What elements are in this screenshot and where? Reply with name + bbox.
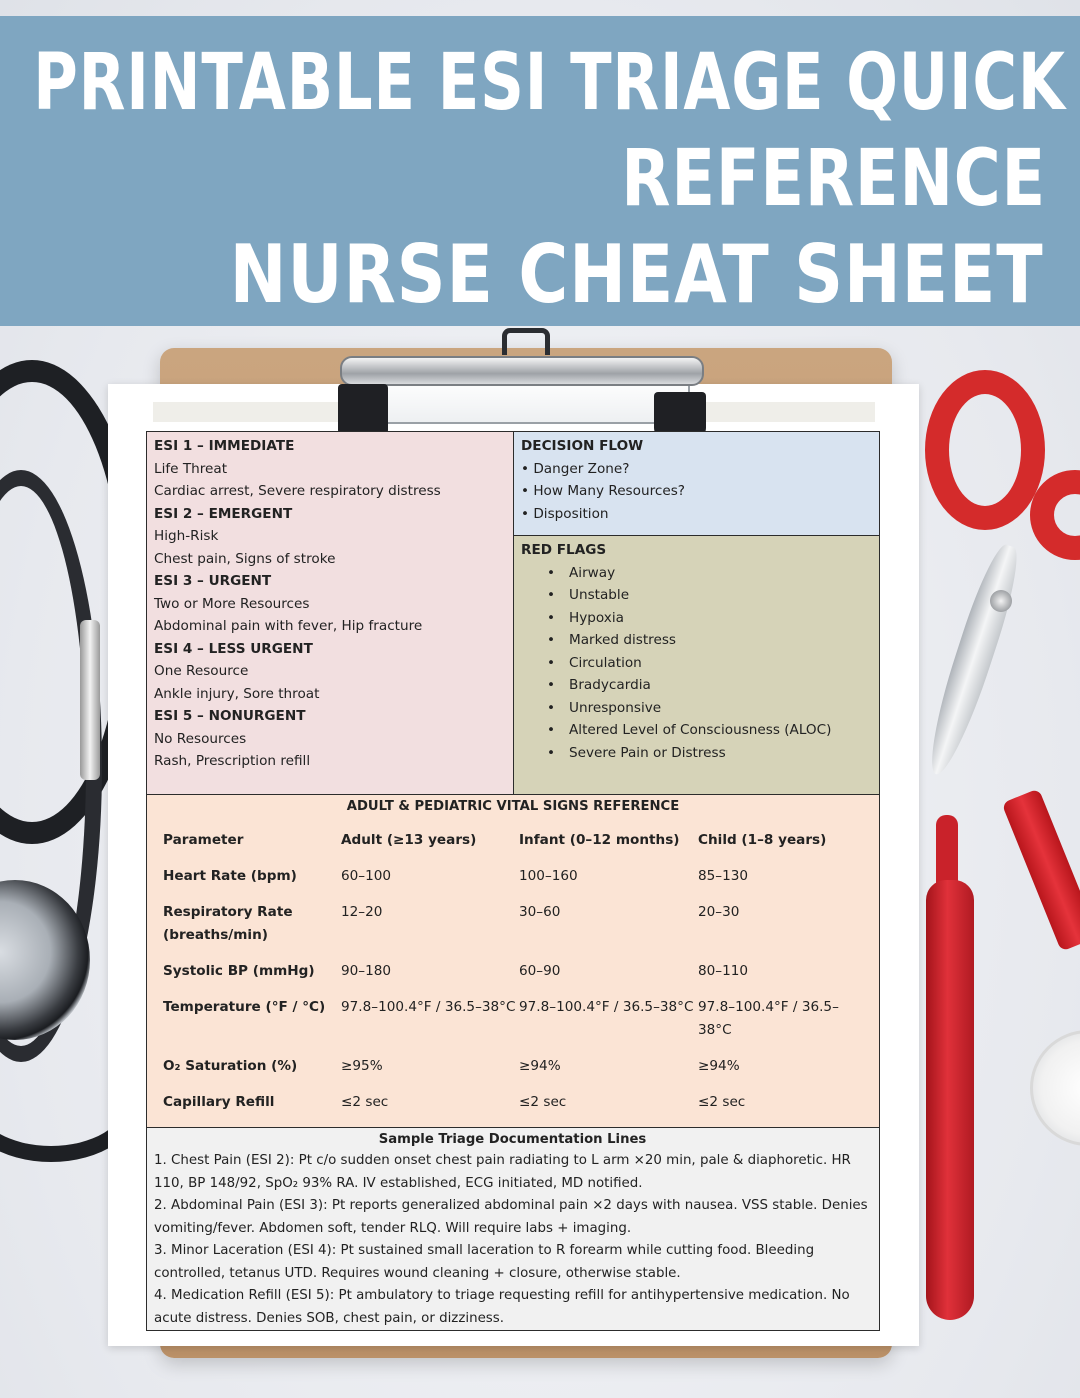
red-flag-item: • Severe Pain or Distress (569, 742, 879, 765)
adult-cell: 12–20 (341, 904, 383, 920)
documentation-line: 4. Medication Refill (ESI 5): Pt ambulatory to triage requesting refill for antihypertensive medication. No acute distress. Denies SOB, chest pain, or dizziness. (154, 1288, 850, 1326)
decision-flow-title: DECISION FLOW (521, 438, 644, 454)
red-flag-item: • Unresponsive (569, 697, 879, 720)
red-pen (926, 880, 974, 1320)
red-flag-item: • Bradycardia (569, 674, 879, 697)
esi-level-category: One Resource (154, 663, 249, 679)
red-flag-item: • Hypoxia (569, 607, 879, 630)
decision-flow-item: • How Many Resources? (521, 483, 685, 499)
infant-cell: 100–160 (519, 868, 578, 884)
parameter-cell: O₂ Saturation (%) (163, 1058, 298, 1074)
table-header-row (163, 829, 848, 865)
table-row (163, 901, 848, 960)
scissors-pivot (990, 590, 1012, 612)
documentation-title: Sample Triage Documentation Lines (378, 1132, 647, 1147)
column-header: Child (1–8 years) (698, 832, 827, 848)
banner-title-line-1: PRINTABLE ESI TRIAGE QUICK (33, 38, 1066, 128)
esi-level-category: No Resources (154, 730, 247, 747)
documentation-line: 1. Chest Pain (ESI 2): Pt c/o sudden onset chest pain radiating to L arm ×20 min, pale & diaphoretic. HR 110, BP 148/92, SpO₂ 93% RA. IV established, ECG initiated, MD notified. (154, 1153, 851, 1191)
esi-level-examples: Rash, Prescription refill (154, 753, 311, 769)
clipboard-clip-bar (340, 356, 704, 386)
child-cell: 80–110 (698, 963, 749, 979)
table-row (163, 1055, 848, 1091)
infant-cell: 97.8–100.4°F / 36.5–38°C (519, 999, 694, 1015)
esi-level-heading: ESI 5 – NONURGENT (154, 708, 306, 724)
column-header: Parameter (163, 832, 244, 848)
adult-cell: 97.8–100.4°F / 36.5–38°C (341, 999, 516, 1015)
adult-cell: ≥95% (341, 1058, 383, 1074)
column-header: Infant (0–12 months) (519, 832, 680, 848)
table-row (163, 960, 848, 996)
esi-level-heading: ESI 2 – EMERGENT (154, 505, 293, 522)
esi-level-category: Life Threat (154, 460, 228, 477)
esi-levels-panel (147, 432, 514, 794)
adult-cell: 90–180 (341, 963, 392, 979)
banner-title-line-2: REFERENCE (621, 134, 1046, 224)
esi-level-heading: ESI 3 – URGENT (154, 573, 272, 589)
vital-signs-title: ADULT & PEDIATRIC VITAL SIGNS REFERENCE (346, 799, 680, 814)
decision-flow-item: • Disposition (521, 505, 609, 522)
title-banner (0, 16, 1080, 326)
child-cell: 85–130 (698, 868, 749, 884)
red-flag-item: • Marked distress (569, 629, 879, 652)
adult-cell: ≤2 sec (341, 1094, 389, 1110)
esi-level-heading: ESI 1 – IMMEDIATE (154, 438, 295, 454)
red-flag-item: • Unstable (569, 584, 879, 607)
decision-flow-panel (514, 432, 879, 536)
esi-level-heading: ESI 4 – LESS URGENT (154, 640, 313, 657)
infant-cell: ≥94% (519, 1058, 561, 1074)
documentation-panel (147, 1128, 879, 1330)
red-flags-title: RED FLAGS (521, 542, 607, 558)
parameter-cell: Respiratory Rate (breaths/min) (163, 904, 293, 943)
red-flag-item: • Airway (569, 562, 879, 585)
vital-signs-panel (147, 794, 879, 1128)
esi-level-examples: Chest pain, Signs of stroke (154, 550, 336, 567)
table-row (163, 996, 848, 1055)
esi-level-examples: Cardiac arrest, Severe respiratory distress (154, 483, 441, 499)
child-cell: ≥94% (698, 1058, 740, 1074)
banner-title-line-3: NURSE CHEAT SHEET (230, 228, 1044, 321)
decision-flow-item: • Danger Zone? (521, 460, 630, 477)
vital-signs-table (163, 829, 848, 1127)
parameter-cell: Capillary Refill (163, 1094, 275, 1110)
esi-level-examples: Abdominal pain with fever, Hip fracture (154, 618, 423, 634)
cheat-sheet (146, 431, 880, 1331)
esi-level-examples: Ankle injury, Sore throat (154, 685, 320, 702)
esi-level-category: Two or More Resources (154, 595, 310, 612)
infant-cell: 60–90 (519, 963, 561, 979)
parameter-cell: Systolic BP (mmHg) (163, 963, 315, 979)
child-cell: 20–30 (698, 904, 740, 920)
child-cell: ≤2 sec (698, 1094, 746, 1110)
clipboard-clip-ring (502, 328, 550, 355)
red-flag-item: • Circulation (569, 652, 879, 675)
column-header: Adult (≥13 years) (341, 832, 477, 848)
infant-cell: 30–60 (519, 904, 561, 920)
documentation-line: 3. Minor Laceration (ESI 4): Pt sustained small laceration to R forearm while cutting food. Bleeding controlled, tetanus UTD. Requires wound cleaning + closure, otherwise stable. (154, 1243, 815, 1281)
parameter-cell: Temperature (°F / °C) (163, 999, 326, 1015)
esi-level-category: High-Risk (154, 528, 219, 544)
red-flags-panel (514, 536, 879, 794)
red-flags-list (521, 562, 879, 765)
infant-cell: ≤2 sec (519, 1094, 567, 1110)
adult-cell: 60–100 (341, 868, 392, 884)
stethoscope-binaural (80, 620, 100, 780)
red-flag-item: • Altered Level of Consciousness (ALOC) (569, 719, 879, 742)
parameter-cell: Heart Rate (bpm) (163, 868, 297, 884)
table-row (163, 865, 848, 901)
table-row (163, 1091, 848, 1127)
child-cell: 97.8–100.4°F / 36.5–38°C (698, 999, 839, 1038)
scissors-handle (925, 370, 1045, 530)
documentation-line: 2. Abdominal Pain (ESI 3): Pt reports generalized abdominal pain ×2 days with nausea. VSS stable. Denies vomiting/fever. Abdomen soft, tender RLQ. Will require labs + imaging. (154, 1198, 868, 1236)
